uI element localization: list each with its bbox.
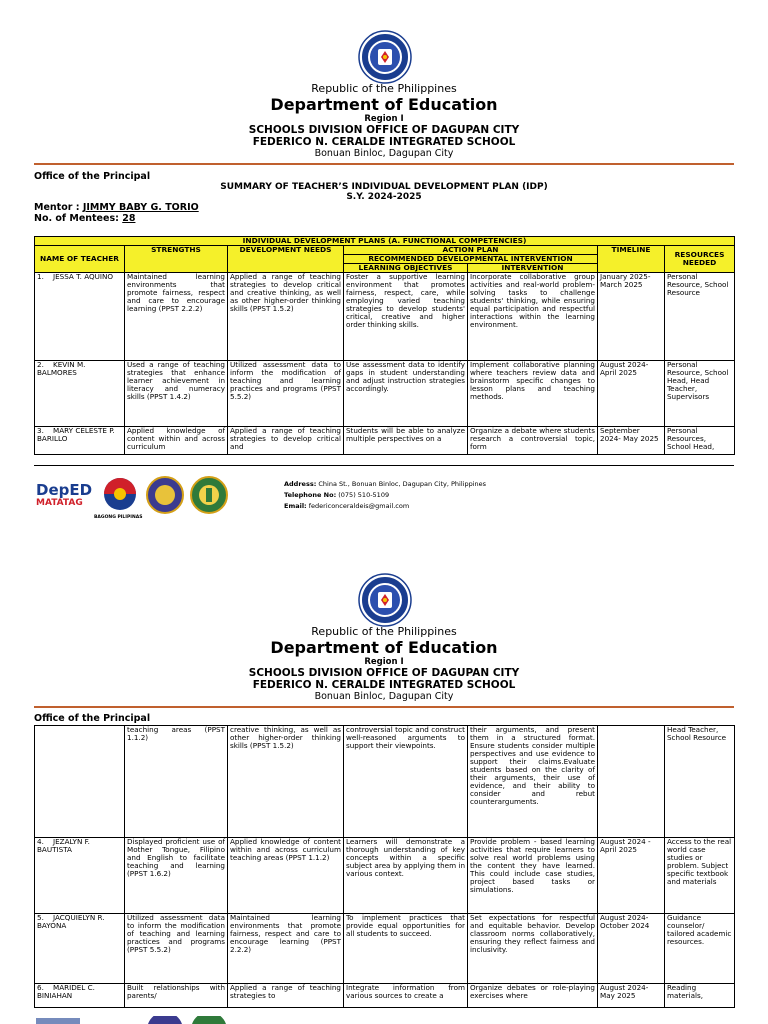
teacher-name: JEZALYN F. BAUTISTA bbox=[37, 837, 90, 854]
needs-cell: Utilized assessment data to inform the modification of teaching and learning practices and programs (PPST 5.5.2) bbox=[228, 361, 344, 427]
timeline-cell: August 2024- May 2025 bbox=[598, 984, 665, 1008]
teacher-name: KEVIN M. BALMORES bbox=[37, 360, 86, 377]
needs-cell: Maintained learning environments that promote fairness, respect and care to encourage learning (PPST 2.2.2) bbox=[228, 914, 344, 984]
col-action-plan: ACTION PLAN bbox=[344, 246, 598, 255]
school-address: Bonuan Binloc, Dagupan City bbox=[314, 691, 454, 702]
republic-text: Republic of the Philippines bbox=[311, 82, 457, 95]
table-row bbox=[35, 984, 735, 1008]
needs-cell: creative thinking, as well as other higher-order thinking skills (PPST 1.5.2) bbox=[228, 726, 344, 838]
strengths-cell: Built relationships with parents/ bbox=[125, 984, 228, 1008]
row-number: 1. bbox=[37, 272, 44, 281]
section-title: INDIVIDUAL DEVELOPMENT PLANS (A. FUNCTIONAL COMPETENCIES) bbox=[35, 237, 735, 246]
resources-cell: Personal Resource, School Resource bbox=[665, 273, 735, 361]
col-needs: DEVELOPMENT NEEDS bbox=[228, 246, 344, 273]
republic-text: Republic of the Philippines bbox=[311, 625, 457, 638]
timeline-cell bbox=[598, 726, 665, 838]
objectives-cell: Foster a supportive learning environment that promotes fairness, respect, care, while employing varied teaching strategies to develop students' critical, creative and higher order thinking skills. bbox=[344, 273, 468, 361]
deped-logo-partial-icon bbox=[36, 1016, 80, 1024]
teacher-name: JACQUIELYN R. BAYONA bbox=[37, 913, 105, 930]
objectives-cell: Students will be able to analyze multiple perspectives on a bbox=[344, 427, 468, 455]
mentees-label: No. of Mentees: bbox=[34, 213, 123, 224]
objectives-cell: Integrate information from various sources to create a bbox=[344, 984, 468, 1008]
objectives-cell: controversial topic and construct well-reasoned arguments to support their viewpoints. bbox=[344, 726, 468, 838]
address-label: Address: bbox=[284, 480, 317, 488]
school-year: S.Y. 2024-2025 bbox=[346, 192, 422, 202]
mentor-name: JIMMY BABY G. TORIO bbox=[82, 202, 199, 213]
timeline-cell: September 2024- May 2025 bbox=[598, 427, 665, 455]
intervention-cell: Organize debates or role-playing exercises where bbox=[468, 984, 598, 1008]
row-number: 2. bbox=[37, 360, 44, 369]
timeline-cell: January 2025- March 2025 bbox=[598, 273, 665, 361]
school-name: FEDERICO N. CERALDE INTEGRATED SCHOOL bbox=[252, 679, 516, 691]
table-row bbox=[35, 838, 735, 914]
needs-cell: Applied a range of teaching strategies to develop critical and creative thinking, as well as other higher-order thinking skills (PPST 1.5.2) bbox=[228, 273, 344, 361]
row-number: 3. bbox=[37, 426, 44, 435]
needs-cell: Applied a range of teaching strategies to develop critical and bbox=[228, 427, 344, 455]
col-resources: RESOURCES NEEDED bbox=[665, 246, 735, 273]
resources-cell: Personal Resource, School Head, Head Teacher, Supervisors bbox=[665, 361, 735, 427]
strengths-cell: Used a range of teaching strategies that enhance learner achievement in literacy and numeracy skills (PPST 1.4.2) bbox=[125, 361, 228, 427]
table-row bbox=[35, 726, 735, 838]
timeline-cell: August 2024 - April 2025 bbox=[598, 838, 665, 914]
department-title: Department of Education bbox=[270, 638, 498, 657]
resources-cell: Personal Resources, School Head, bbox=[665, 427, 735, 455]
timeline-cell: August 2024- October 2024 bbox=[598, 914, 665, 984]
email-label: Email: bbox=[284, 502, 307, 510]
office-label: Office of the Principal bbox=[34, 171, 151, 182]
resources-cell: Guidance counselor/ tailored academic resources. bbox=[665, 914, 735, 984]
mentees-count: 28 bbox=[122, 213, 136, 224]
strengths-cell: Maintained learning environments that promote fairness, respect and care to encourage learning (PPST 2.2.2) bbox=[125, 273, 228, 361]
school-seal-partial-icon bbox=[190, 1016, 228, 1024]
teacher-name: JESSA T. AQUINO bbox=[53, 272, 114, 281]
division-text: SCHOOLS DIVISION OFFICE OF DAGUPAN CITY bbox=[248, 124, 520, 136]
deped-seal-icon bbox=[358, 573, 412, 627]
objectives-cell: Use assessment data to identify gaps in student understanding and adjust instruction strategies accordingly. bbox=[344, 361, 468, 427]
intervention-cell: Organize a debate where students research a controversial topic, form bbox=[468, 427, 598, 455]
teacher-name: MARIDEL C. BINIAHAN bbox=[37, 983, 95, 1000]
resources-cell: Head Teacher, School Resource bbox=[665, 726, 735, 838]
division-text: SCHOOLS DIVISION OFFICE OF DAGUPAN CITY bbox=[248, 667, 520, 679]
row-number: 5. bbox=[37, 913, 44, 922]
division-seal-partial-icon bbox=[146, 1016, 184, 1024]
col-intervention: INTERVENTION bbox=[468, 264, 598, 273]
objectives-cell: Learners will demonstrate a thorough understanding of key concepts within a specific subject area by applying them in various context. bbox=[344, 838, 468, 914]
teacher-name: MARY CELESTE P. BARILLO bbox=[37, 426, 115, 443]
intervention-cell: Set expectations for respectful and equitable behavior. Develop classroom norms collaboratively, ensuring they reflect fairness and inclusivity. bbox=[468, 914, 598, 984]
deped-logo-text: DepED bbox=[36, 481, 93, 499]
col-name: NAME OF TEACHER bbox=[35, 246, 125, 273]
strengths-cell: Applied knowledge of content within and across curriculum bbox=[125, 427, 228, 455]
strengths-cell: teaching areas (PPST 1.1.2) bbox=[125, 726, 228, 838]
idp-table-page-2 bbox=[34, 725, 735, 1008]
needs-cell: Applied a range of teaching strategies to bbox=[228, 984, 344, 1008]
intervention-cell: Provide problem - based learning activities that require learners to solve real world problems using the content they have learned. This could include case studies, project based tasks or simulations. bbox=[468, 838, 598, 914]
col-objectives: LEARNING OBJECTIVES bbox=[344, 264, 468, 273]
phone-label: Telephone No: bbox=[284, 491, 337, 499]
department-title: Department of Education bbox=[270, 95, 498, 114]
office-label: Office of the Principal bbox=[34, 713, 151, 724]
email-value[interactable]: federiconceraldeis@gmail.com bbox=[308, 502, 410, 510]
table-row bbox=[35, 914, 735, 984]
row-number: 6. bbox=[37, 983, 44, 992]
resources-cell: Access to the real world case studies or problem. Subject specific textbook and materials bbox=[665, 838, 735, 914]
document-title: SUMMARY OF TEACHER’S INDIVIDUAL DEVELOPMENT PLAN (IDP) bbox=[220, 182, 548, 192]
region-text: Region I bbox=[364, 657, 404, 667]
header-divider bbox=[34, 706, 734, 708]
school-name: FEDERICO N. CERALDE INTEGRATED SCHOOL bbox=[252, 136, 516, 148]
objectives-cell: To implement practices that provide equal opportunities for all students to succeed. bbox=[344, 914, 468, 984]
matatag-text: MATATAG bbox=[36, 498, 83, 508]
strengths-cell: Utilized assessment data to inform the modification of teaching and learning practices and programs (PPST 5.5.2) bbox=[125, 914, 228, 984]
region-text: Region I bbox=[364, 114, 404, 124]
col-timeline: TIMELINE bbox=[598, 246, 665, 273]
address-value: China St., Bonuan Binloc, Dagupan City, Philippines bbox=[318, 480, 487, 488]
col-strengths: STRENGTHS bbox=[125, 246, 228, 273]
intervention-cell: Implement collaborative planning where teachers review data and brainstorm specific changes to lesson plans and teaching methods. bbox=[468, 361, 598, 427]
phone-value: (075) 510-5109 bbox=[338, 491, 390, 499]
row-number: 4. bbox=[37, 837, 44, 846]
bagong-pilipinas-text: BAGONG PILIPINAS bbox=[94, 515, 143, 520]
strengths-cell: Displayed proficient use of Mother Tongue, Filipino and English to facilitate teaching and learning (PPST 1.6.2) bbox=[125, 838, 228, 914]
resources-cell: Reading materials, bbox=[665, 984, 735, 1008]
needs-cell: Applied knowledge of content within and across curriculum teaching areas (PPST 1.1.2) bbox=[228, 838, 344, 914]
timeline-cell: August 2024- April 2025 bbox=[598, 361, 665, 427]
mentor-label: Mentor : bbox=[34, 202, 83, 213]
intervention-cell: Incorporate collaborative group activities and real-world problem-solving tasks to challenge students' thinking, while ensuring equal participation and respectful interactions within the learning environment. bbox=[468, 273, 598, 361]
intervention-cell: their arguments, and present them in a structured format. Ensure students consider multiple perspectives and use evidence to support their claims.Evaluate students based on the clarity of their arguments, their use of evidence, and their ability to consider and rebut counterarguments. bbox=[468, 726, 598, 838]
col-recommended: RECOMMENDED DEVELOPMENTAL INTERVENTION bbox=[344, 255, 598, 264]
school-address: Bonuan Binloc, Dagupan City bbox=[314, 148, 454, 159]
